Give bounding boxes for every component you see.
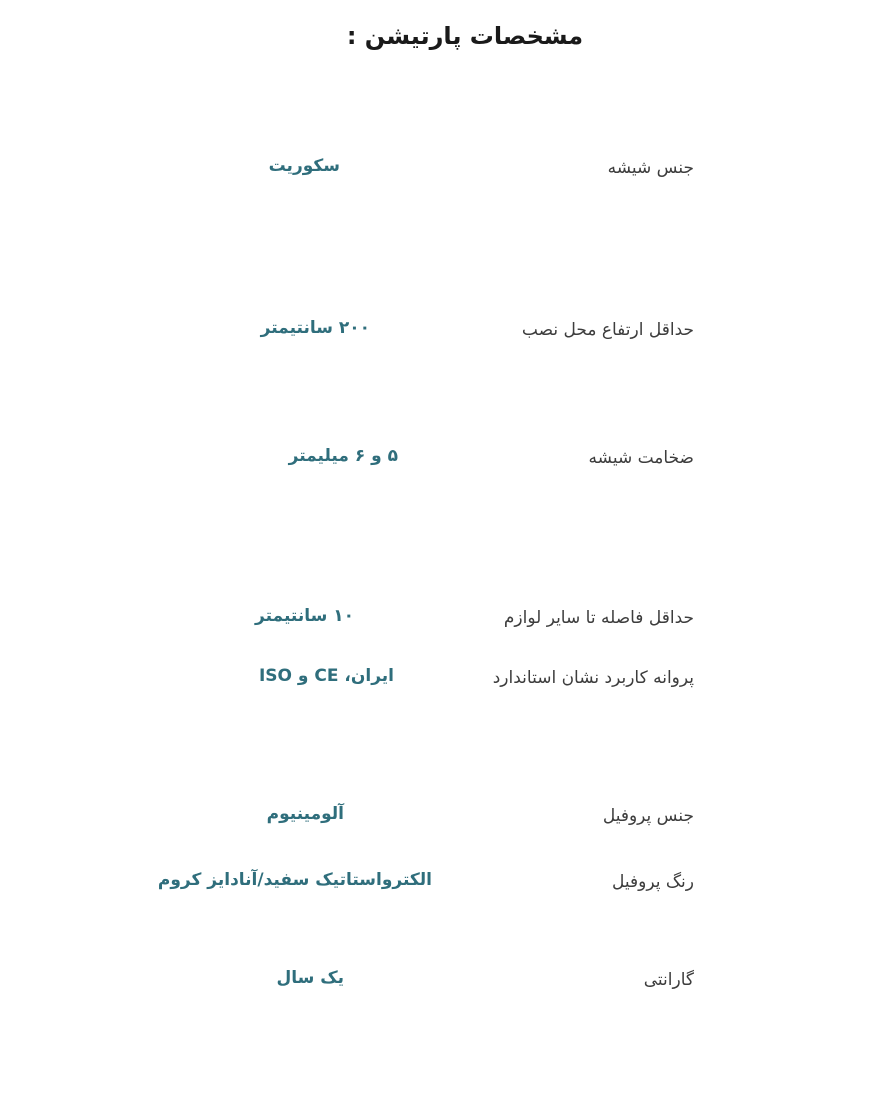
spec-value: ایران، CE و ISO [258, 666, 394, 686]
spec-row-min-clearance [0, 600, 870, 640]
spec-value: سکوریت [268, 156, 340, 176]
spec-value: آلومینیوم [266, 804, 344, 824]
spec-value: ۱۰ سانتیمتر [255, 606, 354, 626]
spec-label: حداقل فاصله تا سایر لوازم [503, 608, 694, 628]
spec-value: یک سال [276, 968, 344, 988]
spec-row-glass-thickness [0, 440, 870, 480]
spec-value: ۵ و ۶ میلیمتر [288, 446, 398, 466]
spec-label: پروانه کاربرد نشان استاندارد [492, 668, 694, 688]
spec-label: گارانتی [643, 970, 694, 990]
spec-label: ضخامت شیشه [588, 448, 694, 468]
spec-row-standard-license [0, 660, 870, 700]
spec-value: الکترواستاتیک سفید/آنادایز کروم [157, 870, 432, 890]
spec-row-warranty [0, 962, 870, 1002]
spec-label: جنس شیشه [607, 158, 694, 178]
spec-row-profile-material [0, 798, 870, 838]
spec-label: جنس پروفیل [602, 806, 694, 826]
spec-value: ۲۰۰ سانتیمتر [260, 318, 370, 338]
spec-row-min-install-height [0, 312, 870, 352]
spec-row-glass-material [0, 150, 870, 190]
spec-label: رنگ پروفیل [611, 872, 694, 892]
page-title: مشخصات پارتیشن : [346, 22, 584, 50]
spec-label: حداقل ارتفاع محل نصب [521, 320, 694, 340]
spec-row-profile-color [0, 864, 870, 904]
